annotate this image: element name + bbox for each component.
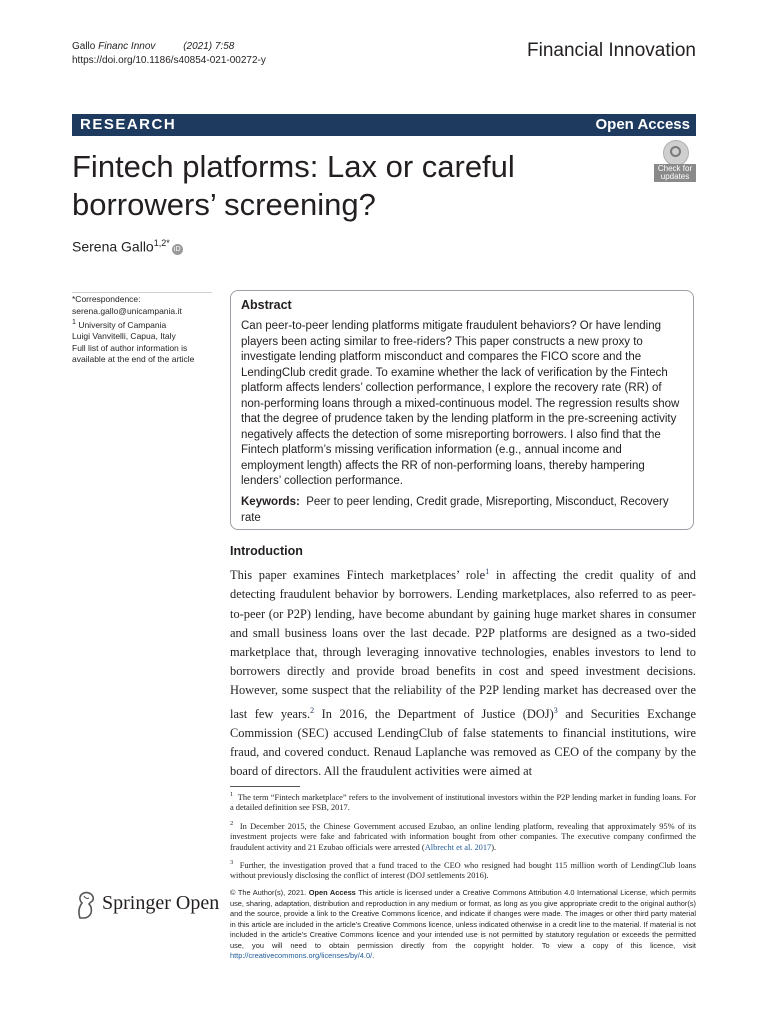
footnote-mark: 2: [230, 819, 234, 827]
license-prefix: © The Author(s), 2021.: [230, 888, 307, 897]
footnote-text: The term “Fintech marketplace” refers to the involvement of institutional investors within the P2P lending market in funding loans. For a detailed definition see FSB, 2017.: [230, 792, 696, 813]
orcid-icon[interactable]: iD: [172, 244, 183, 255]
citation-link[interactable]: Albrecht et al. 2017: [424, 842, 492, 852]
affil-line2: Luigi Vanvitelli, Capua, Italy: [72, 331, 176, 342]
footnote-ref-2[interactable]: 2: [310, 705, 315, 715]
footnote-1: [230, 790, 696, 814]
citation-volume: (2021) 7:58: [183, 41, 235, 52]
footnotes: [230, 790, 696, 887]
intro-text-1: This paper examines Fintech marketplaces’ role: [230, 568, 486, 583]
license-open-access: Open Access: [308, 888, 356, 897]
author-affil-marks: 1,2*: [153, 238, 170, 248]
keywords: [241, 495, 686, 526]
check-for-updates-button[interactable]: [654, 140, 696, 180]
publisher-name: Springer Open: [102, 892, 220, 914]
check-updates-icon: [663, 140, 689, 166]
correspondence-email[interactable]: serena.gallo@unicampania.it: [72, 305, 182, 316]
footnote-mark: 1: [230, 791, 234, 798]
doi-link[interactable]: https://doi.org/10.1186/s40854-021-00272-y: [72, 55, 266, 66]
citation-journal: Financ Innov: [98, 41, 156, 52]
introduction-paragraph: [230, 562, 696, 781]
check-updates-label: Check for updates: [654, 164, 696, 182]
citation-block: [72, 40, 266, 68]
correspondence-label: *Correspondence:: [72, 294, 141, 304]
introduction-heading: Introduction: [230, 544, 303, 558]
intro-text-2: in affecting the credit quality of and detecting fraudulent behavior by borrowers. Lending marketplaces, also referred to as peer-to-peer (or P2P) lending, have become abundant by gaining huge market shares in consumer and small business loans over the last decade. P2P platforms are designed as a two-sided marketplace that, through leveraging innovative technologies, enables investors to lend to borrowers directly and provide broad benefits in cost and speed investment decisions. However, some suspect that the reliability of the P2P lending market has decreased over the last few years.: [230, 568, 696, 721]
author-line: [72, 238, 183, 255]
springer-horse-icon: [72, 890, 98, 920]
license-suffix: .: [372, 951, 375, 960]
license-body: This article is licensed under a Creative Commons Attribution 4.0 International License, which permits use, sharing, adaptation, distribution and reproduction in any medium or format, as long as you give appropriate credit to the original author(s) and the source, provide a link to the Creative Commons licence, and indicate if changes were made. The images or other third party material in this article are included in the article’s Creative Commons licence, unless indicated otherwise in a credit line to the material. If material is not included in the article’s Creative Commons licence and your intended use is not permitted by statutory regulation or exceeds the permitted use, you will need to obtain permission directly from the copyright holder. To view a copy of this licence, visit: [230, 888, 696, 950]
license-url[interactable]: http://creativecommons.org/licenses/by/4.0/: [230, 951, 373, 960]
footnote-ref-3[interactable]: 3: [553, 705, 558, 715]
citation-line: [72, 40, 266, 54]
author-name[interactable]: Serena Gallo: [72, 238, 154, 255]
footnote-3: [230, 858, 696, 882]
open-access-badge: Open Access: [596, 114, 691, 136]
journal-name: Financial Innovation: [527, 40, 696, 61]
license-statement: [230, 888, 696, 962]
publisher-logo: [72, 888, 220, 922]
article-title: Fintech platforms: Lax or careful borrowers’ screening?: [72, 149, 515, 222]
affil-line1: University of Campania: [78, 319, 167, 330]
intro-text-4: and Securities Exchange Commission (SEC) accused LendingClub of false statements to financial institutions, wire fraud, and covered conduct. Renaud Laplanche was removed as CEO of the company by the board of directors. All the fraudulent activities were aimed at: [230, 706, 696, 779]
intro-text-3: In 2016, the Department of Justice (DOJ): [314, 706, 554, 721]
author-info-note: Full list of author information is available at the end of the article: [72, 342, 195, 365]
footnote-text: Further, the investigation proved that a fund traced to the CEO who resigned had bought 115 million worth of LendingClub loans without previously disclosing the conflict of interest (DOJ settlements 2016).: [230, 860, 696, 881]
section-banner: [72, 114, 696, 136]
footnote-divider: [230, 786, 300, 787]
abstract-text: Can peer-to-peer lending platforms mitigate fraudulent behaviors? Or have lending players been acting similar to free-riders? This paper constructs a new proxy to investigate lending platform misconduct and compares the FICO score and the LendingClub credit grade. To examine whether the lack of verification by the Fintech platform affects lenders’ collection performance, I explore the recovery rate (RR) of non-performing loans through a mixed-continuous model. The regression results show that the degree of prudence taken by the lending platform in the pre-screening activity negatively affects the detection of some misreporting borrowers. I also find that the Fintech platform’s missing verification information (e.g., annual income and employment length) affects the RR of non-performing loans, thereby hampering lenders’ collection performance.: [241, 320, 680, 487]
footnote-ref-1[interactable]: 1: [485, 567, 490, 576]
correspondence-block: [72, 292, 212, 366]
keywords-label: Keywords:: [241, 496, 300, 508]
section-label: RESEARCH: [80, 116, 177, 133]
citation-authors: Gallo: [72, 41, 96, 52]
affiliation: [72, 317, 212, 331]
affil-mark: 1: [72, 318, 76, 326]
keywords-list: Peer to peer lending, Credit grade, Misreporting, Misconduct, Recovery rate: [241, 496, 669, 524]
abstract-box: [230, 290, 694, 530]
abstract-heading: Abstract: [241, 298, 292, 312]
footnote-2: [230, 819, 696, 853]
footnote-text-end: ).: [491, 842, 497, 852]
footnote-mark: 3: [230, 859, 234, 867]
footnote-text: In December 2015, the Chinese Government accused Ezubao, an online lending platform, revealing that approximately 95% of its investment projects were fake and fabricated with information bought from other companies. The executive company confirmed the fraudulent activity and 21 Ezubao officials were arrested (: [230, 821, 697, 852]
